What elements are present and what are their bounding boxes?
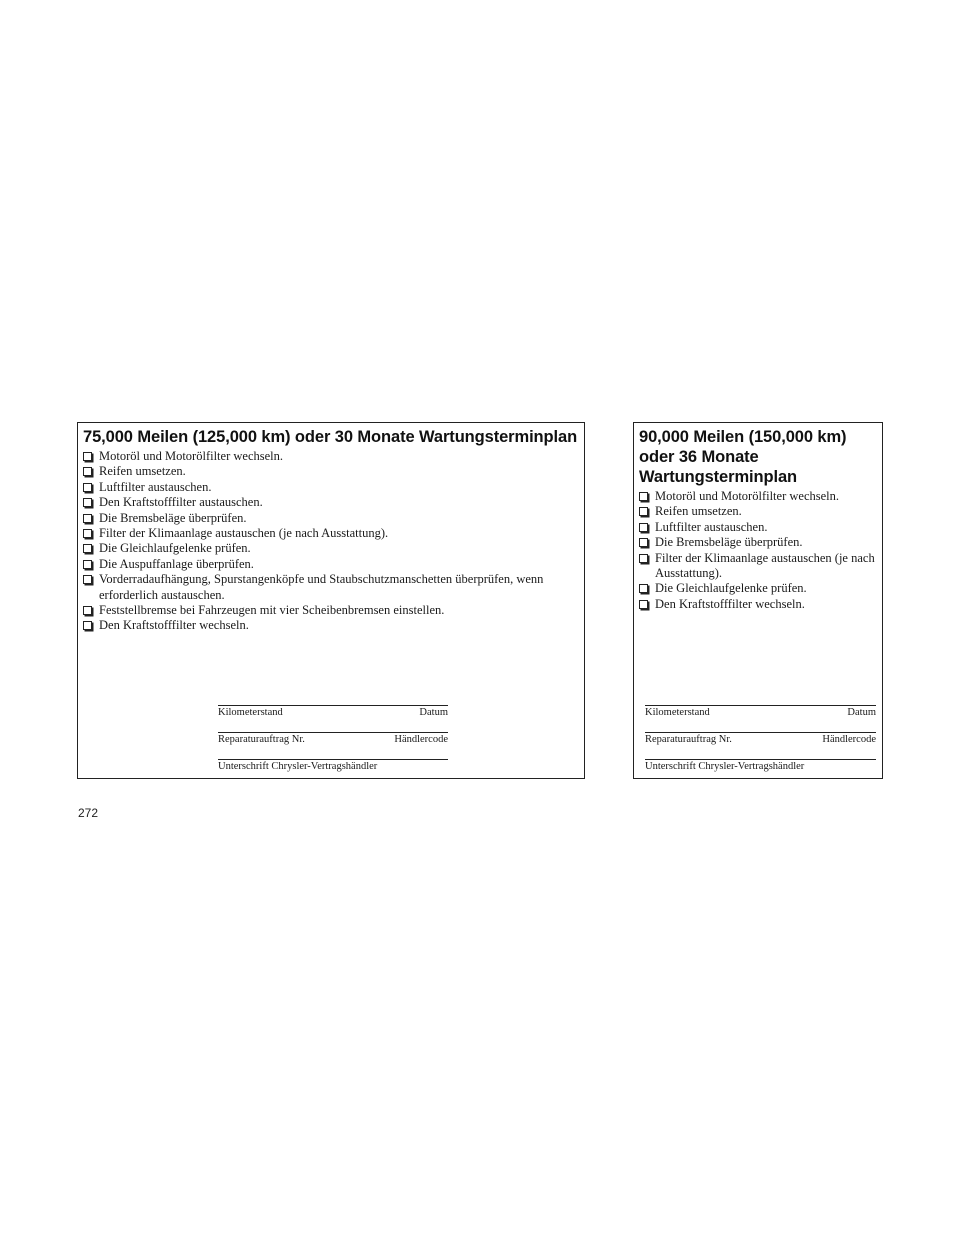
checklist-item[interactable]: [83, 495, 584, 510]
dealer-code-label: Händlercode: [822, 734, 876, 745]
maintenance-box-90000: [633, 422, 883, 779]
signature-block: [218, 705, 448, 786]
checklist-item-label: Die Bremsbeläge überprüfen.: [655, 535, 803, 550]
checkbox-icon[interactable]: [639, 554, 648, 563]
date-label: Datum: [419, 707, 448, 718]
checklist-item-label: Luftfilter austauschen.: [99, 479, 212, 494]
box-title: 90,000 Meilen (150,000 km) oder 36 Monate Wartungsterminplan: [639, 428, 847, 486]
checkbox-icon[interactable]: [83, 575, 92, 584]
signature-line-dealer[interactable]: [218, 759, 448, 773]
checklist-item-label: Filter der Klimaanlage austauschen (je nach Ausstattung).: [99, 526, 389, 541]
repair-order-label: Reparaturauftrag Nr.: [645, 734, 732, 745]
checklist-item-label: Die Gleichlaufgelenke prüfen.: [655, 581, 807, 596]
odometer-label: Kilometerstand: [645, 707, 710, 718]
checklist-item[interactable]: [639, 535, 882, 550]
checkbox-icon[interactable]: [639, 538, 648, 547]
checkbox-icon[interactable]: [83, 467, 92, 476]
checklist-item[interactable]: [83, 526, 584, 541]
signature-line-odometer[interactable]: [218, 705, 448, 719]
signature-line-repair-order[interactable]: [645, 732, 876, 746]
checklist-item-label: Luftfilter austauschen.: [655, 519, 768, 534]
date-label: Datum: [847, 707, 876, 718]
checkbox-icon[interactable]: [83, 483, 92, 492]
maintenance-box-75000: [77, 422, 585, 779]
checklist-item[interactable]: [83, 603, 584, 618]
checkbox-icon[interactable]: [639, 600, 648, 609]
checkbox-icon[interactable]: [83, 498, 92, 507]
dealer-signature-label: Unterschrift Chrysler-Vertragshändler: [218, 761, 378, 772]
checkbox-icon[interactable]: [639, 584, 648, 593]
checkbox-icon[interactable]: [83, 560, 92, 569]
checklist-item[interactable]: [83, 557, 584, 572]
box-title: 75,000 Meilen (125,000 km) oder 30 Monate Wartungsterminplan: [83, 428, 578, 446]
checklist-item[interactable]: [83, 449, 584, 464]
checklist-item[interactable]: [639, 520, 882, 535]
checkbox-icon[interactable]: [83, 452, 92, 461]
checklist-item[interactable]: [639, 489, 882, 504]
odometer-label: Kilometerstand: [218, 707, 283, 718]
checkbox-icon[interactable]: [639, 507, 648, 516]
checklist-item[interactable]: [639, 551, 882, 582]
signature-line-repair-order[interactable]: [218, 732, 448, 746]
checkbox-icon[interactable]: [83, 544, 92, 553]
checkbox-icon[interactable]: [83, 606, 92, 615]
checklist-item[interactable]: [639, 581, 882, 596]
checklist-item[interactable]: [83, 618, 584, 633]
checklist-item-label: Den Kraftstofffilter wechseln.: [655, 596, 805, 611]
checklist-item-label: Reifen umsetzen.: [655, 504, 742, 519]
signature-block: [645, 705, 876, 786]
checklist-item[interactable]: [639, 597, 882, 612]
checklist-item[interactable]: [83, 572, 584, 603]
checklist-item-label: Die Bremsbeläge überprüfen.: [99, 510, 247, 525]
checklist-item[interactable]: [639, 504, 882, 519]
checklist-item-label: Motoröl und Motorölfilter wechseln.: [655, 489, 839, 503]
signature-line-dealer[interactable]: [645, 759, 876, 773]
checklist-item[interactable]: [83, 541, 584, 556]
checklist: [83, 449, 584, 634]
checklist: [639, 489, 882, 612]
checklist-item-label: Den Kraftstofffilter austauschen.: [99, 495, 263, 510]
checklist-item-label: Den Kraftstofffilter wechseln.: [99, 618, 249, 633]
dealer-code-label: Händlercode: [394, 734, 448, 745]
checklist-item[interactable]: [83, 511, 584, 526]
checklist-item[interactable]: [83, 464, 584, 479]
checklist-item[interactable]: [83, 480, 584, 495]
checklist-item-label: Motoröl und Motorölfilter wechseln.: [99, 449, 283, 463]
repair-order-label: Reparaturauftrag Nr.: [218, 734, 305, 745]
dealer-signature-label: Unterschrift Chrysler-Vertragshändler: [645, 761, 805, 772]
checkbox-icon[interactable]: [83, 621, 92, 630]
checklist-item-label: Filter der Klimaanlage austauschen (je nach Ausstattung).: [655, 550, 875, 581]
checkbox-icon[interactable]: [83, 529, 92, 538]
checklist-item-label: Vorderradaufhängung, Spurstangenköpfe und Staubschutzmanschetten überprüfen, wenn erforderlich austauschen.: [99, 572, 544, 602]
checklist-item-label: Die Auspuffanlage überprüfen.: [99, 556, 254, 571]
checkbox-icon[interactable]: [639, 523, 648, 532]
checklist-item-label: Feststellbremse bei Fahrzeugen mit vier Scheibenbremsen einstellen.: [99, 603, 445, 618]
checkbox-icon[interactable]: [83, 514, 92, 523]
checkbox-icon[interactable]: [639, 492, 648, 501]
signature-line-odometer[interactable]: [645, 705, 876, 719]
checklist-item-label: Die Gleichlaufgelenke prüfen.: [99, 541, 251, 556]
page-number: 272: [78, 806, 99, 820]
checklist-item-label: Reifen umsetzen.: [99, 464, 186, 479]
